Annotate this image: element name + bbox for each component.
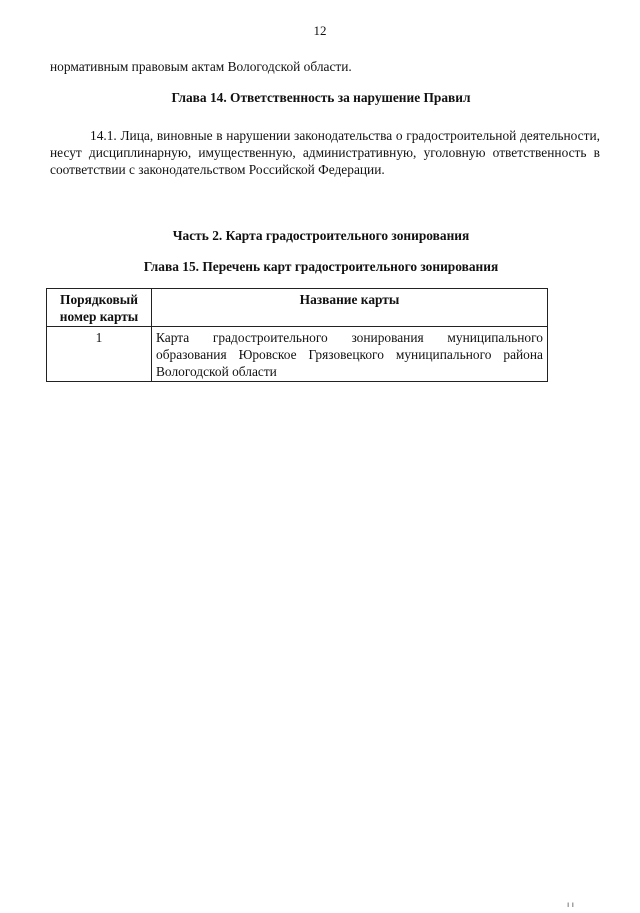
page-number: 12	[313, 23, 327, 38]
header-order-number: Порядковый номер карты	[47, 289, 152, 327]
table-row	[47, 327, 548, 382]
table-header-row	[47, 289, 548, 327]
part-2-title: Часть 2. Карта градостроительного зонирования	[172, 228, 470, 243]
row-number-cell: 1	[47, 327, 152, 382]
chapter-14-title: Глава 14. Ответственность за нарушение Правил	[171, 90, 471, 105]
continued-paragraph: нормативным правовым актам Вологодской области.	[50, 59, 352, 74]
header-map-name: Название карты	[152, 289, 548, 327]
corner-mark: ı ı	[567, 900, 574, 909]
zoning-maps-table	[46, 288, 548, 382]
map-name-cell: Карта градостроительного зонирования муниципального образования Юровское Грязовецкого муниципального района Вологодской области	[152, 327, 548, 382]
chapter-15-title: Глава 15. Перечень карт градостроительного зонирования	[143, 259, 499, 274]
paragraph-14-1: 14.1. Лица, виновные в нарушении законодательства о градостроительной деятельности, несут дисциплинарную, имущественную, административную, уголовную ответственность в соответствии с законодательством Российской Федерации.	[50, 128, 600, 177]
